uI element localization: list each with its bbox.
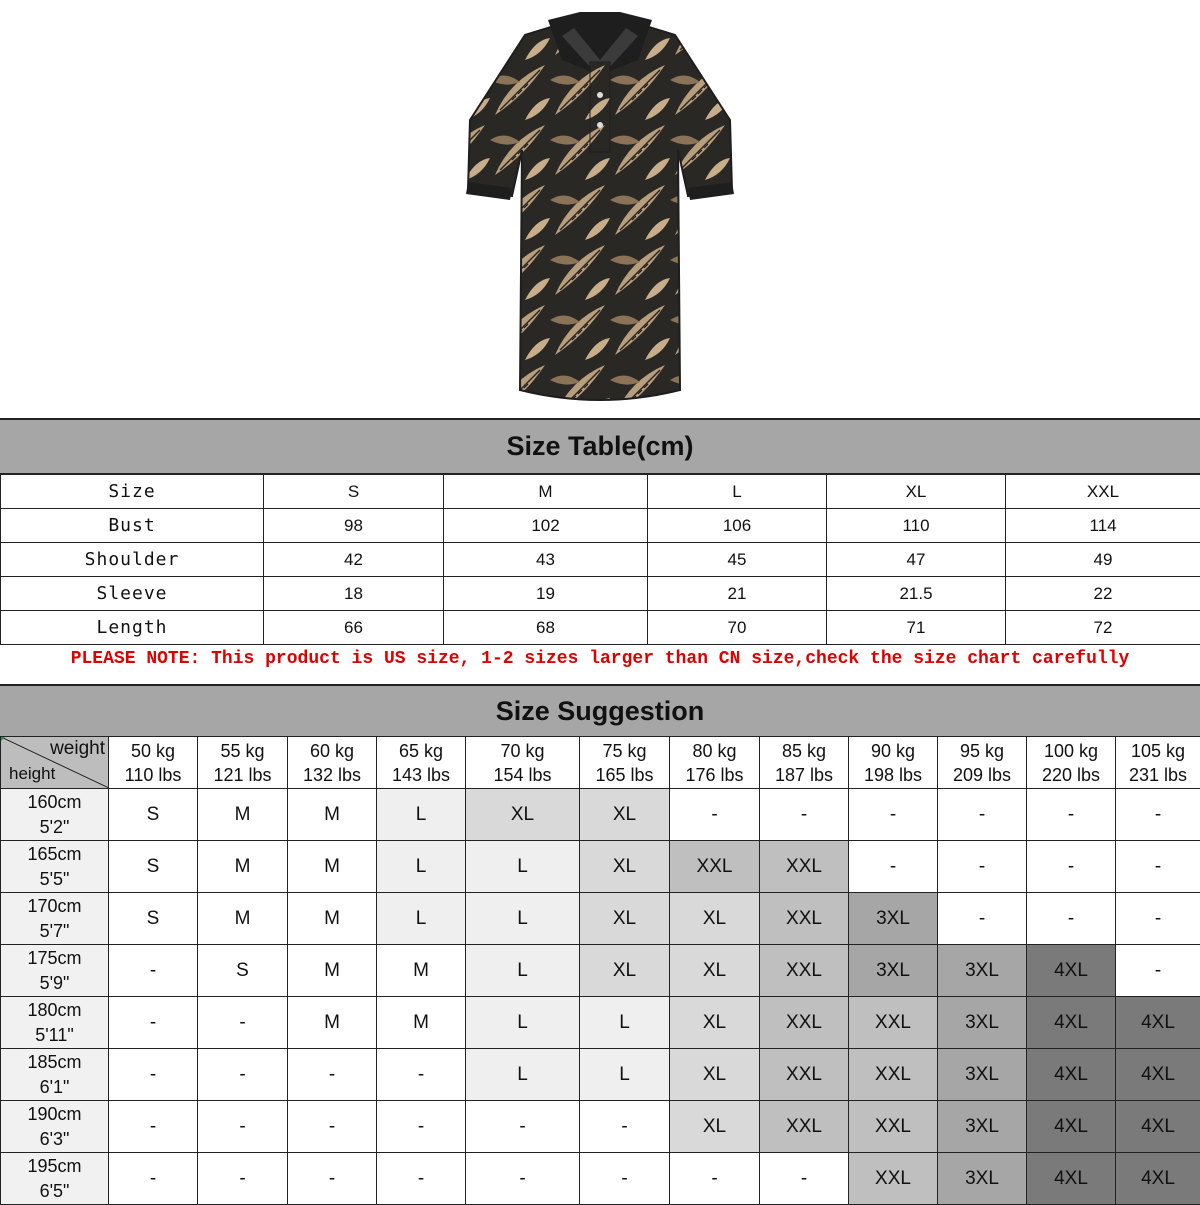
weight-kg: 95 kg [938, 739, 1026, 763]
size-cell: - [288, 1153, 377, 1205]
size-cell: XXL [760, 997, 849, 1049]
size-cell: L [466, 997, 580, 1049]
size-cell: 4XL [1116, 997, 1200, 1049]
size-cell: XL [670, 893, 760, 945]
weight-kg: 105 kg [1116, 739, 1200, 763]
size-cell: 4XL [1027, 997, 1116, 1049]
row-label: Sleeve [1, 577, 264, 611]
weight-lbs: 209 lbs [938, 763, 1026, 787]
height-cm: 160cm [1, 790, 108, 815]
table-cell: 66 [264, 611, 444, 645]
size-cell: - [849, 789, 938, 841]
size-cell: L [466, 893, 580, 945]
size-cell: M [288, 997, 377, 1049]
table-row [1, 789, 1200, 841]
size-cell: - [109, 945, 198, 997]
weight-lbs: 154 lbs [466, 763, 579, 787]
table-row [1, 997, 1200, 1049]
height-ft: 6'3" [1, 1127, 108, 1152]
size-cell: M [377, 997, 466, 1049]
size-cell: 3XL [938, 945, 1027, 997]
row-label: Size [1, 475, 264, 509]
weight-kg: 80 kg [670, 739, 759, 763]
table-cell: 45 [648, 543, 827, 577]
size-cell: - [1116, 893, 1200, 945]
table-cell: 18 [264, 577, 444, 611]
table-row [1, 893, 1200, 945]
height-ft: 6'1" [1, 1075, 108, 1100]
size-cell: M [377, 945, 466, 997]
table-cell: 114 [1006, 509, 1200, 543]
table-row [1, 509, 1200, 543]
size-cell: - [938, 893, 1027, 945]
size-cell: - [1027, 893, 1116, 945]
table-cell: S [264, 475, 444, 509]
size-cell: 4XL [1027, 1049, 1116, 1101]
size-cell: - [288, 1101, 377, 1153]
size-cell: - [760, 1153, 849, 1205]
size-cell: - [198, 997, 288, 1049]
size-cell: 4XL [1027, 1153, 1116, 1205]
table-cell: 110 [827, 509, 1006, 543]
size-cell: S [109, 789, 198, 841]
height-ft: 5'11" [1, 1023, 108, 1048]
size-cell: - [109, 1153, 198, 1205]
height-ft: 5'2" [1, 815, 108, 840]
table-row [1, 543, 1200, 577]
weight-lbs: 220 lbs [1027, 763, 1115, 787]
size-cell: - [198, 1049, 288, 1101]
weight-kg: 90 kg [849, 739, 937, 763]
table-cell: 102 [444, 509, 648, 543]
weight-column-header [109, 737, 198, 789]
size-cell: - [1116, 841, 1200, 893]
size-cell: 3XL [938, 1049, 1027, 1101]
weight-kg: 75 kg [580, 739, 669, 763]
height-cm: 195cm [1, 1154, 108, 1179]
weight-kg: 85 kg [760, 739, 848, 763]
size-cell: - [466, 1101, 580, 1153]
size-cell: - [938, 841, 1027, 893]
size-cell: L [377, 841, 466, 893]
table-cell: 21.5 [827, 577, 1006, 611]
size-cell: - [670, 1153, 760, 1205]
size-cell: L [466, 841, 580, 893]
weight-lbs: 165 lbs [580, 763, 669, 787]
table-cell: 68 [444, 611, 648, 645]
size-cell: M [288, 841, 377, 893]
size-cell: XXL [760, 893, 849, 945]
size-cell: M [198, 789, 288, 841]
size-cell: - [198, 1153, 288, 1205]
height-ft: 6'5" [1, 1179, 108, 1204]
size-cell: M [288, 789, 377, 841]
size-cell: - [377, 1101, 466, 1153]
height-cm: 185cm [1, 1050, 108, 1075]
weight-kg: 50 kg [109, 739, 197, 763]
size-cell: - [109, 1101, 198, 1153]
size-cell: M [198, 841, 288, 893]
table-cell: 106 [648, 509, 827, 543]
polo-shirt-illustration [430, 0, 770, 410]
size-cell: M [288, 945, 377, 997]
size-cell: - [580, 1153, 670, 1205]
weight-column-header [938, 737, 1027, 789]
table-row [1, 1101, 1200, 1153]
size-cell: - [288, 1049, 377, 1101]
table-cell: 42 [264, 543, 444, 577]
table-row [1, 475, 1200, 509]
height-row-header [1, 789, 109, 841]
size-cell: - [109, 1049, 198, 1101]
size-cell: XXL [849, 1153, 938, 1205]
size-cell: L [580, 1049, 670, 1101]
table-cell: 22 [1006, 577, 1200, 611]
size-cell: L [377, 893, 466, 945]
table-row [1, 945, 1200, 997]
size-cell: - [1027, 789, 1116, 841]
size-cell: S [198, 945, 288, 997]
size-cell: 3XL [938, 1101, 1027, 1153]
size-cell: 3XL [938, 1153, 1027, 1205]
height-row-header [1, 1049, 109, 1101]
size-cell: - [760, 789, 849, 841]
size-cell: - [1116, 945, 1200, 997]
size-cell: 4XL [1116, 1153, 1200, 1205]
weight-column-header [466, 737, 580, 789]
weight-column-header [288, 737, 377, 789]
weight-column-header [849, 737, 938, 789]
size-cell: - [109, 997, 198, 1049]
height-cm: 175cm [1, 946, 108, 971]
size-cell: - [198, 1101, 288, 1153]
table-cell: 49 [1006, 543, 1200, 577]
table-cell: M [444, 475, 648, 509]
size-cell: - [377, 1049, 466, 1101]
size-cell: XL [580, 945, 670, 997]
weight-column-header [377, 737, 466, 789]
weight-lbs: 110 lbs [109, 763, 197, 787]
table-row [1, 611, 1200, 645]
height-row-header [1, 1101, 109, 1153]
height-row-header [1, 841, 109, 893]
table-cell: 98 [264, 509, 444, 543]
size-suggestion-table [0, 736, 1200, 1205]
row-label: Shoulder [1, 543, 264, 577]
weight-kg: 100 kg [1027, 739, 1115, 763]
height-cm: 165cm [1, 842, 108, 867]
row-label: Bust [1, 509, 264, 543]
size-cell: - [466, 1153, 580, 1205]
weight-kg: 65 kg [377, 739, 465, 763]
weight-lbs: 187 lbs [760, 763, 848, 787]
weight-lbs: 231 lbs [1116, 763, 1200, 787]
height-row-header [1, 945, 109, 997]
weight-column-header [1027, 737, 1116, 789]
size-cell: 4XL [1116, 1049, 1200, 1101]
table-cell: L [648, 475, 827, 509]
size-table [0, 474, 1200, 645]
table-cell: 72 [1006, 611, 1200, 645]
weight-column-header [198, 737, 288, 789]
table-cell: 71 [827, 611, 1006, 645]
height-ft: 5'7" [1, 919, 108, 944]
size-cell: XL [580, 841, 670, 893]
table-cell: 21 [648, 577, 827, 611]
size-cell: L [466, 945, 580, 997]
weight-lbs: 176 lbs [670, 763, 759, 787]
height-axis-label: height [9, 762, 55, 786]
size-cell: XXL [849, 997, 938, 1049]
size-cell: M [198, 893, 288, 945]
size-cell: S [109, 841, 198, 893]
weight-kg: 60 kg [288, 739, 376, 763]
size-cell: - [670, 789, 760, 841]
size-table-title: Size Table(cm) [0, 418, 1200, 474]
table-row [1, 577, 1200, 611]
table-row [1, 1153, 1200, 1205]
size-cell: XXL [670, 841, 760, 893]
height-row-header [1, 1153, 109, 1205]
size-cell: XXL [849, 1049, 938, 1101]
table-corner-header [1, 737, 109, 789]
size-note: PLEASE NOTE: This product is US size, 1-2 sizes larger than CN size,check the size chart carefully [0, 644, 1200, 674]
size-cell: - [849, 841, 938, 893]
height-cm: 180cm [1, 998, 108, 1023]
size-cell: XL [670, 1049, 760, 1101]
height-row-header [1, 893, 109, 945]
size-cell: XXL [760, 1049, 849, 1101]
weight-column-header [670, 737, 760, 789]
size-cell: S [109, 893, 198, 945]
weight-lbs: 121 lbs [198, 763, 287, 787]
weight-kg: 70 kg [466, 739, 579, 763]
size-cell: 3XL [849, 893, 938, 945]
weight-column-header [760, 737, 849, 789]
size-cell: XXL [760, 945, 849, 997]
weight-kg: 55 kg [198, 739, 287, 763]
height-cm: 190cm [1, 1102, 108, 1127]
size-cell: XL [670, 945, 760, 997]
size-cell: XXL [760, 1101, 849, 1153]
size-cell: 4XL [1027, 945, 1116, 997]
size-cell: XXL [849, 1101, 938, 1153]
table-cell: 19 [444, 577, 648, 611]
size-cell: 4XL [1027, 1101, 1116, 1153]
size-cell: XL [580, 789, 670, 841]
size-cell: L [580, 997, 670, 1049]
size-cell: 3XL [938, 997, 1027, 1049]
size-cell: M [288, 893, 377, 945]
size-cell: XL [466, 789, 580, 841]
size-cell: 3XL [849, 945, 938, 997]
row-label: Length [1, 611, 264, 645]
height-row-header [1, 997, 109, 1049]
weight-lbs: 198 lbs [849, 763, 937, 787]
size-cell: - [580, 1101, 670, 1153]
table-row [1, 1049, 1200, 1101]
size-cell: XL [670, 1101, 760, 1153]
height-cm: 170cm [1, 894, 108, 919]
size-cell: L [377, 789, 466, 841]
size-cell: L [466, 1049, 580, 1101]
size-cell: 4XL [1116, 1101, 1200, 1153]
size-cell: - [1027, 841, 1116, 893]
weight-lbs: 132 lbs [288, 763, 376, 787]
size-cell: - [938, 789, 1027, 841]
table-row [1, 841, 1200, 893]
table-cell: 70 [648, 611, 827, 645]
product-image [0, 0, 1200, 418]
weight-column-header [580, 737, 670, 789]
weight-axis-label: weight [50, 737, 105, 761]
table-cell: 47 [827, 543, 1006, 577]
size-suggestion-title: Size Suggestion [0, 684, 1200, 736]
size-cell: XL [670, 997, 760, 1049]
size-cell: XL [580, 893, 670, 945]
size-cell: - [377, 1153, 466, 1205]
height-ft: 5'5" [1, 867, 108, 892]
table-cell: 43 [444, 543, 648, 577]
table-cell: XL [827, 475, 1006, 509]
size-cell: - [1116, 789, 1200, 841]
height-ft: 5'9" [1, 971, 108, 996]
weight-column-header [1116, 737, 1200, 789]
size-cell: XXL [760, 841, 849, 893]
table-cell: XXL [1006, 475, 1200, 509]
weight-lbs: 143 lbs [377, 763, 465, 787]
